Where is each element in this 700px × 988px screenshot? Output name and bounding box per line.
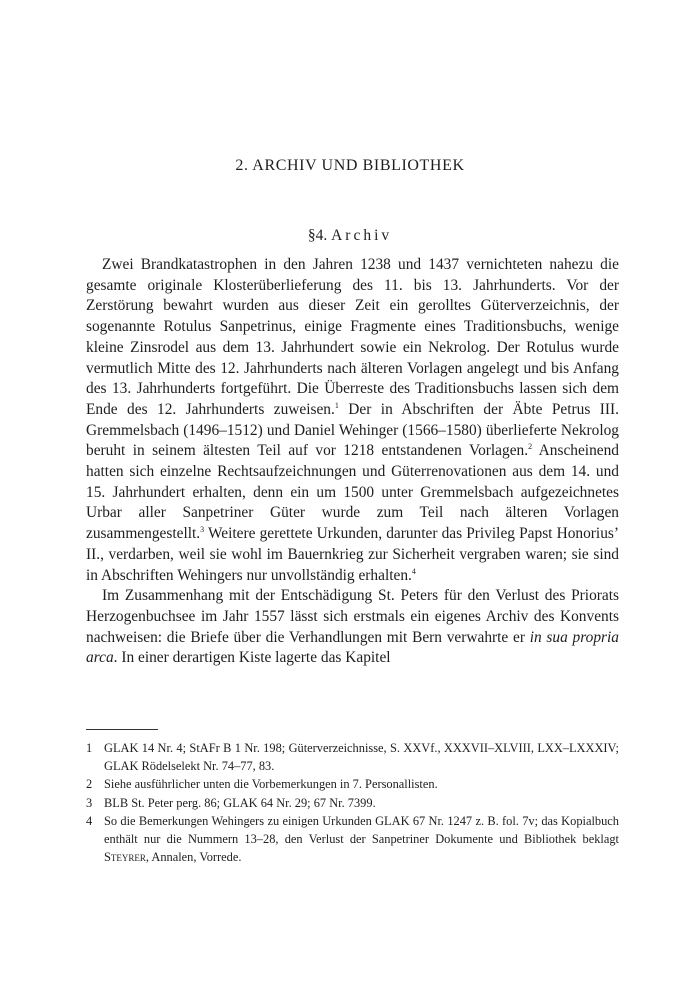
footnote-3 xyxy=(86,794,619,812)
footnote-ref-2: 2 xyxy=(528,442,533,452)
paragraph-2-part-a: Im Zusammenhang mit der Entschädigung St. Peters für den Verlust des Priorats Herzogenbuchsee im Jahr 1557 lässt sich erstmals ein eigenes Archiv des Konvents nachweisen: die Briefe über die Verhandlungen mit Bern verwahrte er xyxy=(86,587,619,646)
section-symbol: §4. xyxy=(307,227,328,244)
footnote-text: BLB St. Peter perg. 86; GLAK 64 Nr. 29; 67 Nr. 7399. xyxy=(104,795,376,810)
cited-author: Steyrer xyxy=(104,850,146,865)
footnote-ref-4: 4 xyxy=(411,566,416,576)
paragraph-2-part-b: . In einer derartigen Kiste lagerte das Kapitel xyxy=(113,649,391,667)
paragraph-1-part-a: Zwei Brandkatastrophen in den Jahren 1238 und 1437 vernichteten nahezu die gesamte originale Klosterüberlieferung des 11. bis 13. Jahrhunderts. Vor der Zerstörung bewahrt wurden aus dieser Zeit ein gerolltes Güterverzeichnis, der sogenannte Rotulus Sanpetrinus, einige Fragmente eines Traditionsbuchs, wenige kleine Zinsrodel aus dem 13. Jahrhundert sowie ein Nekrolog. Der Rotulus wurde vermutlich Mitte des 12. Jahrhunderts nach älteren Vorlagen angelegt und bis Anfang des 13. Jahrhunderts fortgeführt. Die Überreste des Traditionsbuchs lassen sich dem Ende des 12. Jahrhunderts zuweisen. xyxy=(86,256,619,418)
paragraph-1-part-b: Der in Abschriften der Äbte Petrus III. Gremmelsbach (1496–1512) und Daniel Wehinger (1566–1580) überlieferte Nekrolog beruht in seinem ältesten Teil auf vor 1218 entstandenen Vorlagen. xyxy=(86,400,619,460)
paragraph-1 xyxy=(86,255,619,586)
footnote-divider xyxy=(86,729,158,730)
body-text xyxy=(86,255,619,669)
footnote-4 xyxy=(86,812,619,867)
section-name: Archiv xyxy=(331,227,393,244)
footnote-1 xyxy=(86,739,619,775)
paragraph-2 xyxy=(86,586,619,669)
paragraph-1-part-c: Anscheinend hatten sich einzelne Rechtsaufzeichnungen und Güterrenovationen aus dem 14. und 15. Jahrhundert erhalten, denn ein um 1500 unter Gremmelsbach aufgezeichnetes Urbar aller Sanpetriner Güter wurde zum Teil nach älteren Vorlagen zusammengestellt. xyxy=(86,442,619,543)
footnote-2 xyxy=(86,775,619,793)
footnote-ref-3: 3 xyxy=(200,525,205,535)
latin-phrase: in sua propria arca xyxy=(86,628,620,667)
footnote-number: 4 xyxy=(86,813,93,828)
footnote-text-part-a: So die Bemerkungen Wehingers zu einigen Urkunden GLAK 67 Nr. 1247 z. B. fol. 7v; das Kopialbuch enthält nur die Nummern 13–28, den Verlust der Sanpetriner Dokumente und Bibliothek beklagt xyxy=(104,813,619,847)
section-title xyxy=(0,227,700,245)
paragraph-1-part-d: Weitere gerettete Urkunden, darunter das Privileg Papst Honorius’ II., verdarben, weil sie wohl im Bauernkrieg zur Sicherheit vergraben waren; sie sind in Abschriften Wehingers nur unvollständig erhalten. xyxy=(86,525,619,584)
footnote-number: 1 xyxy=(86,741,93,755)
footnote-text-part-b: , Annalen, Vorrede. xyxy=(145,850,242,865)
footnote-number: 3 xyxy=(86,795,93,810)
footnotes xyxy=(86,739,619,866)
footnote-number: 2 xyxy=(86,777,93,792)
footnote-text: GLAK 14 Nr. 4; StAFr B 1 Nr. 198; Güterverzeichnisse, S. XXVf., XXXVII–XLVIII, LXX–LXXXIV; GLAK Rödelselekt Nr. 74–77, 83. xyxy=(104,741,619,774)
footnote-text: Siehe ausführlicher unten die Vorbemerkungen in 7. Personallisten. xyxy=(104,777,438,792)
footnote-ref-1: 1 xyxy=(334,400,339,410)
chapter-title: 2. ARCHIV UND BIBLIOTHEK xyxy=(235,157,465,174)
